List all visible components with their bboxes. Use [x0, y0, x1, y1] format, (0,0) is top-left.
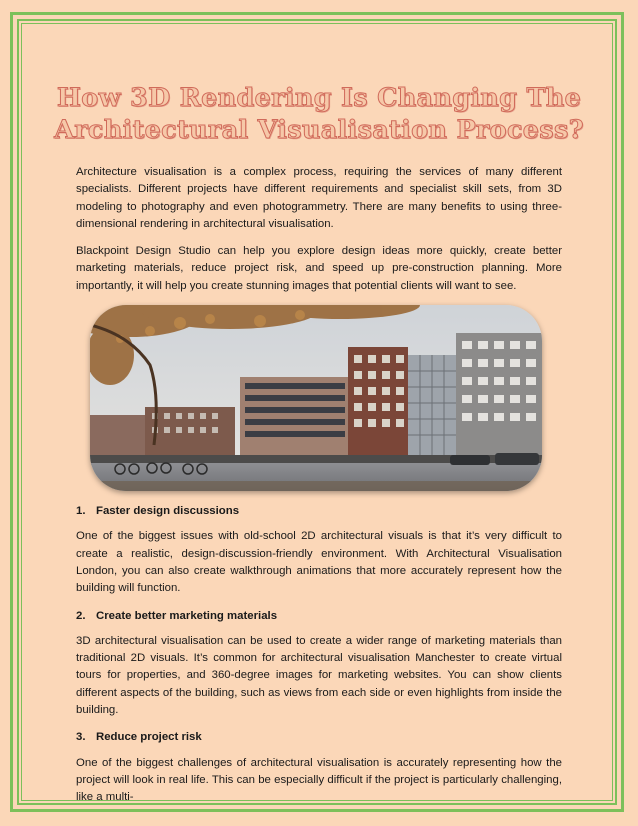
section-3-heading [76, 729, 562, 746]
section-3-number: 3. [76, 731, 86, 744]
building-render-image [90, 305, 542, 491]
section-1-number: 1. [76, 505, 86, 518]
section-1-heading [76, 503, 562, 520]
section-3-title: Reduce project risk [96, 731, 202, 744]
section-2-body: 3D architectural visualisation can be used to create a wider range of marketing materials than traditional 2D visuals. It’s common for architectural visualisation Manchester to create virtual tours for properties, and 360-degree images for marketing websites. You can show clients different aspects of the building, such as views from each side or even highlights from inside the building. [76, 634, 562, 717]
title-line-2: Architectural Visualisation Process? [54, 115, 584, 145]
section-2-heading [76, 608, 562, 625]
intro-paragraph-1: Architecture visualisation is a complex process, requiring the services of many different specialists. Different projects have different requirements and specialist skill sets, from 3D modeling to photography and even photogrammetry. There are many benefits to using three-dimensional rendering in architectural visualisation. [76, 166, 562, 230]
title-line-1: How 3D Rendering Is Changing The [56, 83, 582, 113]
section-2-title: Create better marketing materials [96, 609, 278, 622]
page-title [40, 82, 598, 146]
section-2-number: 2. [76, 609, 86, 622]
intro-paragraph-2: Blackpoint Design Studio can help you explore design ideas more quickly, create better marketing materials, reduce project risk, and speed up pre-construction planning. More importantly, it will help you create stunning images that potential clients will want to see. [76, 245, 562, 292]
section-3-body: One of the biggest challenges of architectural visualisation is accurately representing how the project will look in real life. This can be especially difficult if the project is particularly challenging, like a multi- [76, 756, 562, 804]
article-body [76, 164, 562, 817]
section-1-body: One of the biggest issues with old-school 2D architectural visuals is that it’s very difficult to create a realistic, design-discussion-friendly environment. With Architectural Visualisation London, you can also create walkthrough animations that more accurately represent how the building will function. [76, 530, 562, 595]
section-1-title: Faster design discussions [96, 505, 240, 518]
